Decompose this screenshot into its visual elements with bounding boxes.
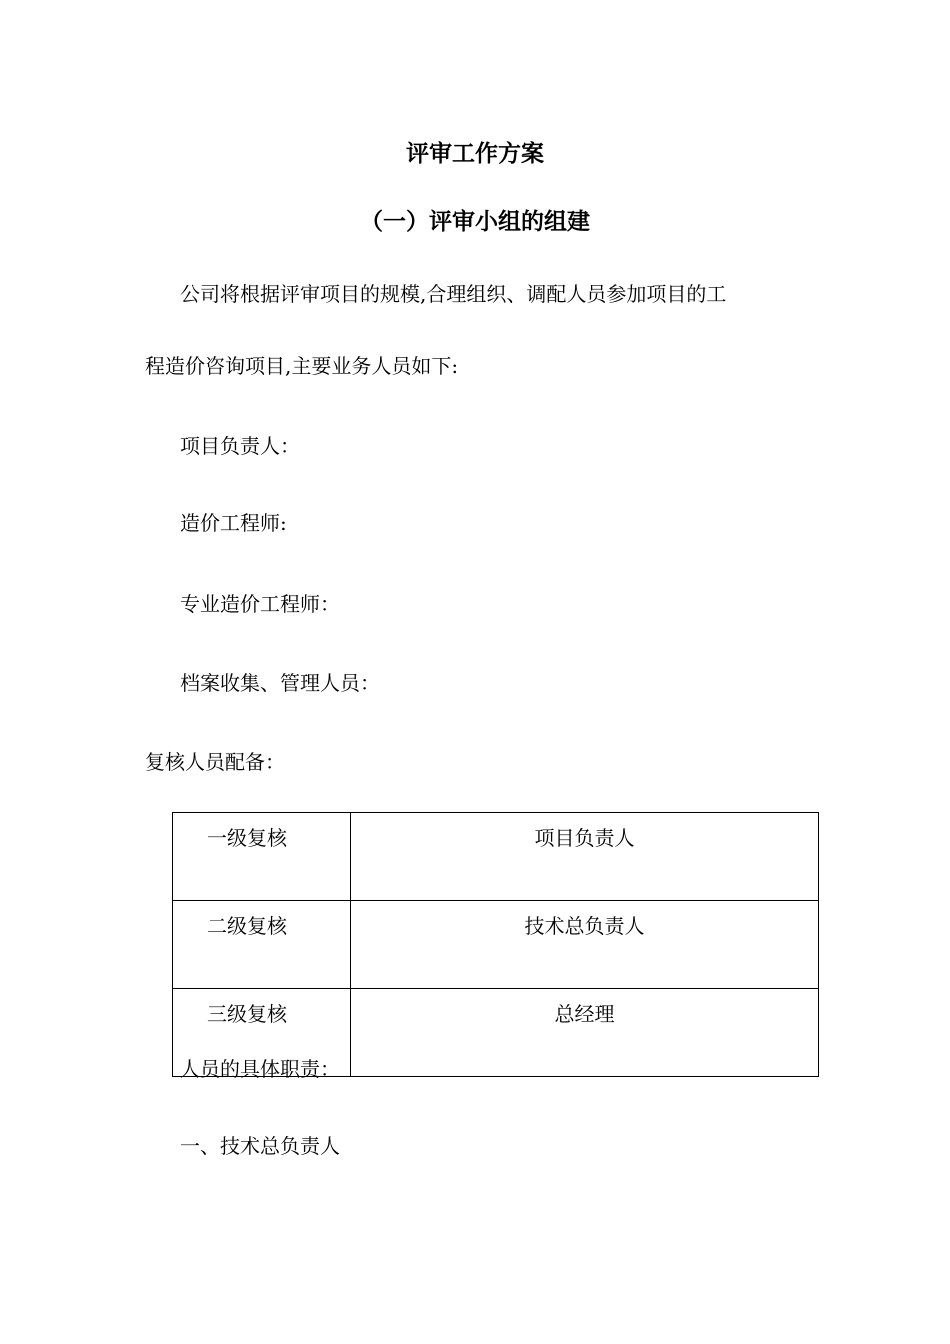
table-row bbox=[173, 813, 819, 901]
intro-paragraph-line-1: 公司将根据评审项目的规模,合理组织、调配人员参加项目的工 bbox=[180, 282, 727, 306]
table-row bbox=[173, 901, 819, 989]
review-level-cell: 一级复核 bbox=[173, 813, 351, 901]
duty-item-technical-lead: 一、技术总负责人 bbox=[180, 1134, 340, 1158]
review-level-cell: 二级复核 bbox=[173, 901, 351, 989]
review-staffing-table bbox=[172, 812, 819, 1077]
role-project-lead: 项目负责人： bbox=[180, 434, 300, 458]
review-staffing-heading: 复核人员配备： bbox=[145, 750, 285, 774]
review-person-cell: 总经理 bbox=[351, 989, 819, 1077]
role-cost-engineer: 造价工程师: bbox=[180, 511, 287, 535]
duties-heading: 人员的具体职责： bbox=[180, 1057, 340, 1081]
review-level-cell: 三级复核 bbox=[173, 989, 351, 1077]
review-person-cell: 项目负责人 bbox=[351, 813, 819, 901]
document-title: 评审工作方案 bbox=[406, 140, 544, 167]
role-specialist-cost-engineer: 专业造价工程师： bbox=[180, 592, 340, 616]
intro-paragraph-line-2: 程造价咨询项目,主要业务人员如下: bbox=[145, 354, 459, 378]
section-title: （一）评审小组的组建 bbox=[360, 208, 590, 235]
role-archive-manager: 档案收集、管理人员： bbox=[180, 671, 380, 695]
review-person-cell: 技术总负责人 bbox=[351, 901, 819, 989]
